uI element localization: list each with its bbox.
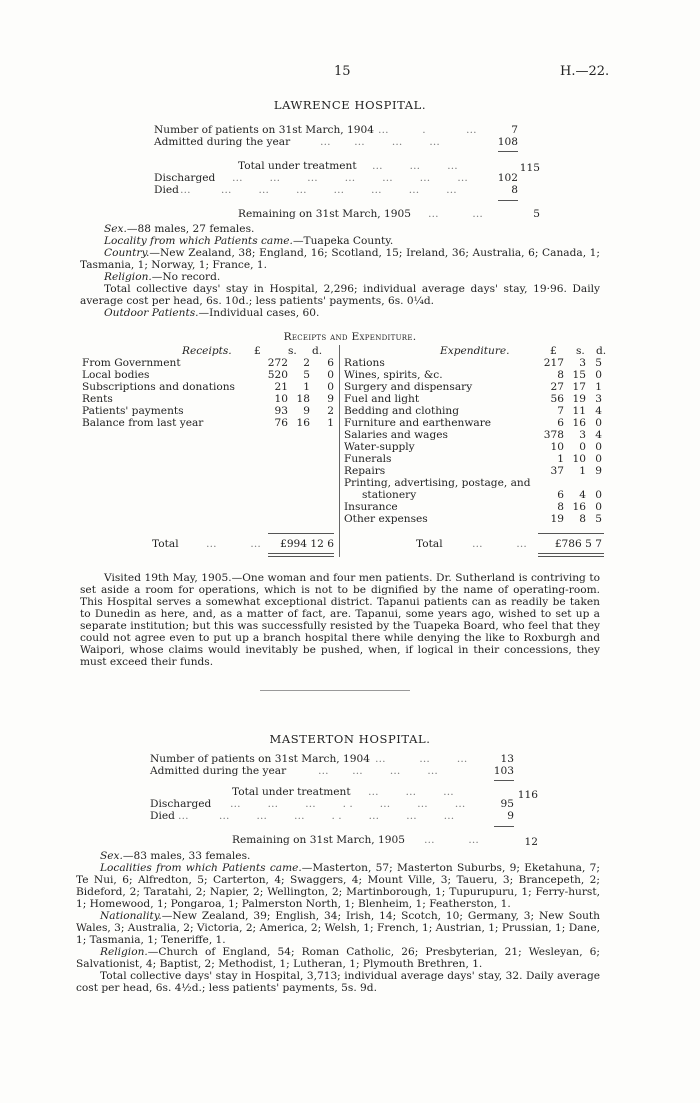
country-text: —New Zealand, 38; England, 16; Scotland, 15; Ireland, 36; Australia, 6; Canada, 1; Tasmania, 1; Norway, 1; France, 1. [80,247,600,271]
receipt-row-label: Local bodies [82,369,150,381]
m-stat-died-value: 9 [507,810,514,822]
expenditure-row-shillings: 15 [572,369,586,381]
stat-start-value: 7 [511,124,518,136]
expenditure-row-pounds: 378 [543,429,564,441]
receipt-row-pounds: 76 [274,417,288,429]
expenditure-row-shillings: 1 [579,465,586,477]
expenditure-row-shillings: 17 [572,381,586,393]
stat-died-value: 8 [511,184,518,196]
m-nationality-label: Nationality. [100,910,162,922]
expenditure-shillings-header: s. [576,345,585,357]
expenditure-row-pounds: 56 [550,393,564,405]
expenditure-row-pounds: 217 [543,357,564,369]
expenditure-row-shillings: 3 [579,429,586,441]
outdoor-label: Outdoor Patients. [104,307,199,319]
receipt-row-pence: 0 [327,369,334,381]
stat-total-value: 115 [519,162,540,174]
lawrence-title: LAWRENCE HOSPITAL. [273,98,427,112]
expenditure-total-value: £786 5 7 [554,538,602,550]
stat-total-label: Total under treatment [238,160,357,172]
receipts-total-label: Total [152,538,179,550]
m-stat-admitted-label: Admitted during the year [150,765,287,777]
expenditure-row-label: Other expenses [344,513,428,525]
receipt-row-pounds: 93 [274,405,288,417]
expenditure-row-pence: 5 [595,357,602,369]
m-stat-admitted-value: 103 [493,765,514,777]
expenditure-row-pence: 0 [595,441,602,453]
expenditure-pounds-header: £ [550,345,557,357]
expenditure-row-shillings: 3 [579,357,586,369]
expenditure-row-pounds: 6 [557,417,564,429]
receipt-row-shillings: 1 [303,381,310,393]
receipt-row-pounds: 520 [267,369,288,381]
expenditure-row-shillings: 16 [572,417,586,429]
stat-admitted-value: 108 [497,136,518,148]
stat-discharged-label: Discharged [154,172,216,184]
expenditure-row-pounds: 8 [557,501,564,513]
expenditure-row-label: Printing, advertising, postage, and [344,477,531,489]
expenditure-row-pence: 1 [595,381,602,393]
m-nationality-text: —New Zealand, 39; English, 34; Irish, 14; Scotch, 10; Germany, 3; New South Wales, 3; Australia, 2; Victoria, 2; America, 2; Welsh, 1; French, 1; Austrian, 1; Prussian, 1; Dane, 1; Tasmania, 1; Teneriffe, 1. [76,910,600,946]
religion-text: —No record. [151,271,221,283]
receipts-pence-header: d. [312,345,323,357]
receipt-row-label: Patients' payments [82,405,184,417]
expenditure-row-pence: 0 [595,369,602,381]
receipt-row-label: Balance from last year [82,417,204,429]
receipt-row-shillings: 2 [303,357,310,369]
m-localities-label: Localities from which Patients came. [100,862,302,874]
receipt-row-pence: 1 [327,417,334,429]
accounts-title: Receipts and Expenditure. [283,331,417,343]
days-stay-text: Total collective days' stay in Hospital, 2,296; individual average days' stay, 19·96. Daily average cost per head, 6s. 10d.; less patients' payments, 6s. 0¼d. [80,283,600,307]
expenditure-row-label: Repairs [344,465,386,477]
section-divider [260,690,410,691]
m-religion-text: —Church of England, 54; Roman Catholic, 26; Presbyterian, 21; Wesleyan, 6; Salvationist, 4; Baptist, 2; Methodist, 1; Lutheran, 1; Plymouth Brethren, 1. [76,946,600,970]
expenditure-row-label: Fuel and light [344,393,420,405]
expenditure-row-pence: 4 [595,405,602,417]
m-days-stay-text: Total collective days' stay in Hospital, 3,713; individual average days' stay, 32. Daily average cost per head, 6s. 4½d.; less patients' payments, 5s. 9d. [76,970,600,994]
expenditure-row-shillings: 0 [579,441,586,453]
expenditure-row-pence: 9 [595,465,602,477]
m-stat-discharged-value: 95 [500,798,514,810]
m-stat-start-value: 13 [500,753,514,765]
m-sex-text: —83 males, 33 females. [122,850,251,862]
receipt-row-pounds: 10 [274,393,288,405]
locality-label: Locality from which Patients came. [104,235,293,247]
m-stat-total-label: Total under treatment [232,786,351,798]
receipt-row-pence: 9 [327,393,334,405]
m-sex-label: Sex. [100,850,123,862]
receipt-row-pence: 6 [327,357,334,369]
expenditure-row-pence: 5 [595,513,602,525]
expenditure-row-label: stationery [362,489,417,501]
expenditure-row-pence: 0 [595,501,602,513]
expenditure-row-pence: 0 [595,489,602,501]
receipt-row-pounds: 272 [267,357,288,369]
expenditure-row-label: Bedding and clothing [344,405,460,417]
expenditure-row-label: Water-supply [344,441,415,453]
m-stat-remaining-value: 12 [524,836,538,848]
expenditure-row-shillings: 11 [572,405,586,417]
country-label: Country. [104,247,150,259]
expenditure-row-pounds: 37 [550,465,564,477]
visit-text: Visited 19th May, 1905.—One woman and four men patients. Dr. Sutherland is contriving to set aside a room for operations, which is not to be dignified by the name of operating-room. This Hospital serves a somewhat exceptional district. Tapanui patients can as readily be taken to Dunedin as here, and, as a matter of fact, are. Tapanui, some years ago, wished to set up a separate institution; but this was successfully resisted by the Tuapeka Board, who feel that they could not agree even to put up a branch hospital there while denying the like to Roxburgh and Waipori, whose claims would inevitably be pushed, when, if logical in their concessions, they must exceed their funds. [80,572,600,668]
expenditure-row-label: Rations [344,357,385,369]
receipt-row-shillings: 9 [303,405,310,417]
receipt-row-shillings: 18 [296,393,310,405]
receipt-row-shillings: 5 [303,369,310,381]
receipt-row-pence: 0 [327,381,334,393]
m-stat-remaining-label: Remaining on 31st March, 1905 [232,834,405,846]
sex-text: —88 males, 27 females. [126,223,255,235]
m-stat-died-label: Died [150,810,175,822]
expenditure-row-pounds: 8 [557,369,564,381]
stat-remaining-value: 5 [533,208,540,220]
expenditure-row-pence: 3 [595,393,602,405]
expenditure-row-label: Salaries and wages [344,429,448,441]
expenditure-row-pounds: 1 [557,453,564,465]
expenditure-row-shillings: 19 [572,393,586,405]
expenditure-row-pence: 0 [595,417,602,429]
expenditure-row-shillings: 8 [579,513,586,525]
receipt-row-label: From Government [82,357,181,369]
locality-text: —Tuapeka County. [292,235,394,247]
expenditure-total-label: Total [416,538,443,550]
m-stat-discharged-label: Discharged [150,798,212,810]
receipts-total-value: £994 12 6 [280,538,334,550]
expenditure-row-label: Insurance [344,501,398,513]
sex-label: Sex. [104,223,127,235]
outdoor-text: —Individual cases, 60. [198,307,320,319]
expenditure-row-shillings: 16 [572,501,586,513]
m-localities-text: —Masterton, 57; Masterton Suburbs, 9; Eketahuna, 7; Te Nui, 6; Alfredton, 5; Carterton, 4; Swaggers, 4; Mount Ville, 3; Taueru, 3; Brancepeth, 2; Bideford, 2; Taratahi, 2; Napier, 2; Wellington, 2; Martinborough, 1; Tupurupuru, 1; Ferry-hurst, 1; Homewood, 1; Pongaroa, 1; Palmerston North, 1; Blenheim, 1; Featherston, 1. [76,862,600,910]
expenditure-row-label: Surgery and dispensary [344,381,473,393]
stat-admitted-label: Admitted during the year [154,136,291,148]
document-reference: H.—22. [560,64,610,79]
m-stat-start-label: Number of patients on 31st March, 1904 [150,753,370,765]
m-religion-label: Religion. [100,946,148,958]
expenditure-row-shillings: 10 [572,453,586,465]
stat-discharged-value: 102 [497,172,518,184]
expenditure-row-pounds: 19 [550,513,564,525]
stat-died-label: Died [154,184,179,196]
expenditure-row-pence: 0 [595,453,602,465]
receipt-row-pence: 2 [327,405,334,417]
expenditure-row-shillings: 4 [579,489,586,501]
receipts-shillings-header: s. [288,345,297,357]
expenditure-row-label: Wines, spirits, &c. [344,369,443,381]
visit-paragraph [80,572,600,668]
page-number: 15 [334,64,351,79]
expenditure-row-label: Furniture and earthenware [344,417,492,429]
receipt-row-shillings: 16 [296,417,310,429]
stat-start-label: Number of patients on 31st March, 1904 [154,124,374,136]
expenditure-row-pounds: 6 [557,489,564,501]
receipts-heading: Receipts. [182,345,232,357]
masterton-title: MASTERTON HOSPITAL. [269,732,431,746]
expenditure-row-pounds: 10 [550,441,564,453]
m-stat-total-value: 116 [517,789,538,801]
receipts-pounds-header: £ [254,345,261,357]
expenditure-row-pounds: 27 [550,381,564,393]
expenditure-heading: Expenditure. [440,345,510,357]
expenditure-pence-header: d. [596,345,607,357]
expenditure-row-label: Funerals [344,453,392,465]
receipt-row-pounds: 21 [274,381,288,393]
receipt-row-label: Rents [82,393,113,405]
expenditure-row-pence: 4 [595,429,602,441]
stat-remaining-label: Remaining on 31st March, 1905 [238,208,411,220]
receipt-row-label: Subscriptions and donations [82,381,235,393]
religion-label: Religion. [104,271,152,283]
expenditure-row-pounds: 7 [557,405,564,417]
